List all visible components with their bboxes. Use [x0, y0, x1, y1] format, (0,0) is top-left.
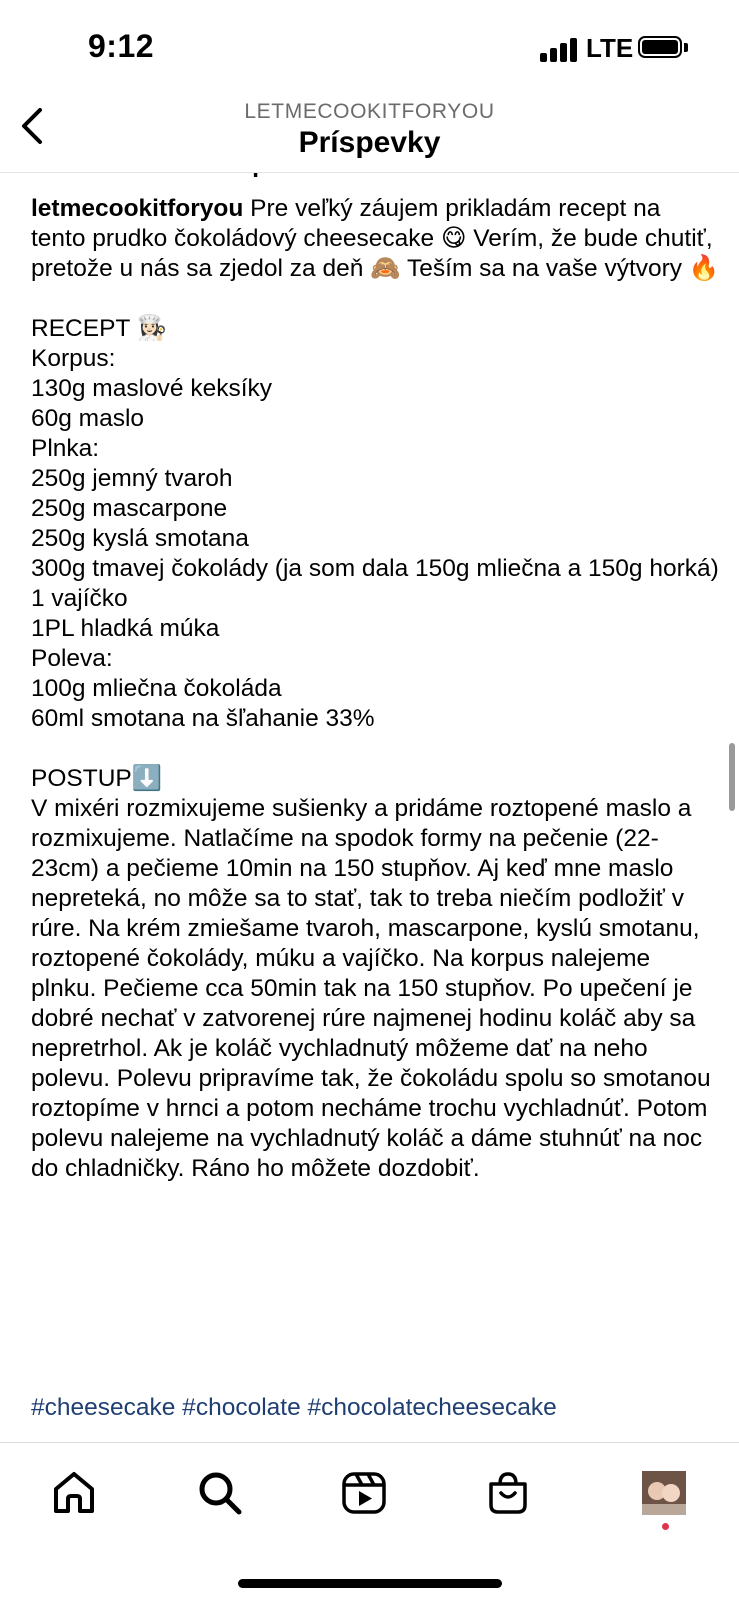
shop-icon [484, 1469, 532, 1517]
hashtags[interactable]: #cheesecake #chocolate #chocolatecheesecake [31, 1394, 557, 1421]
network-label: LTE [586, 33, 634, 63]
page-header [0, 96, 739, 173]
shop-button[interactable] [484, 1469, 532, 1517]
search-icon [196, 1469, 244, 1517]
battery-icon [638, 36, 688, 60]
reels-icon [340, 1469, 388, 1517]
bottom-nav [0, 1442, 739, 1601]
signal-icon [540, 38, 578, 62]
avatar-image [642, 1471, 686, 1515]
profile-avatar[interactable] [642, 1471, 686, 1515]
profile-username[interactable]: LETMECOOKITFORYOU [244, 100, 495, 123]
post-caption [31, 194, 721, 1184]
search-button[interactable] [196, 1469, 244, 1517]
home-button[interactable] [50, 1469, 98, 1517]
home-indicator[interactable] [238, 1579, 502, 1588]
status-time: 9:12 [88, 28, 155, 64]
notification-dot [662, 1523, 669, 1530]
page-title: Príspevky [298, 126, 441, 159]
scrollbar[interactable] [729, 743, 735, 811]
status-bar [0, 0, 739, 96]
caption-text: Pre veľký záujem prikladám recept na tento prudko čokoládový cheesecake 😋 Verím, že bude chutiť, pretože u nás sa zjedol za deň 🙈 Teším sa na vaše výtvory 🔥 RECEPT 👩🏻‍🍳 Korpus: 130g maslové keksíky 60g maslo Plnka: 250g jemný tvaroh 250g mascarpone 250g kyslá smotana 300g tmavej čokolády (ja som dala 150g mliečna a 150g horká) 1 vajíčko 1PL hladká múka Poleva: 100g mliečna čokoláda 60ml smotana na šľahanie 33% POSTUP⬇️ V mixéri rozmixujeme sušienky a pridáme roztopené maslo a rozmixujeme. Natlačíme na spodok formy na pečenie (22-23cm) a pečieme 10min na 150 stupňov. Aj keď mne maslo nepreteká, no môže sa to stať, tak to treba niečím podložiť v rúre. Na krém zmiešame tvaroh, mascarpone, kyslú smotanu, roztopené čokolády, múku a vajíčko. Na korpus nalejeme plnku. Pečieme cca 50min tak na 150 stupňov. Po upečení je dobré nechať v zatvorenej rúre najmenej hodinu koláč aby sa nepretrhol. Ak je koláč vychladnutý môžeme dať na neho polevu. Polevu pripravíme tak, že čokoládu spolu so smotanou roztopíme v hrnci a potom necháme trochu vychladnúť. Potom polevu nalejeme na vychladnutý koláč a dáme stuhnúť na noc do chladničky. Ráno ho môžete dozdobiť. [31, 195, 720, 1182]
caption-author[interactable]: letmecookitforyou [31, 195, 244, 222]
reels-button[interactable] [340, 1469, 388, 1517]
post-content[interactable] [0, 172, 739, 1442]
home-icon [50, 1469, 98, 1517]
